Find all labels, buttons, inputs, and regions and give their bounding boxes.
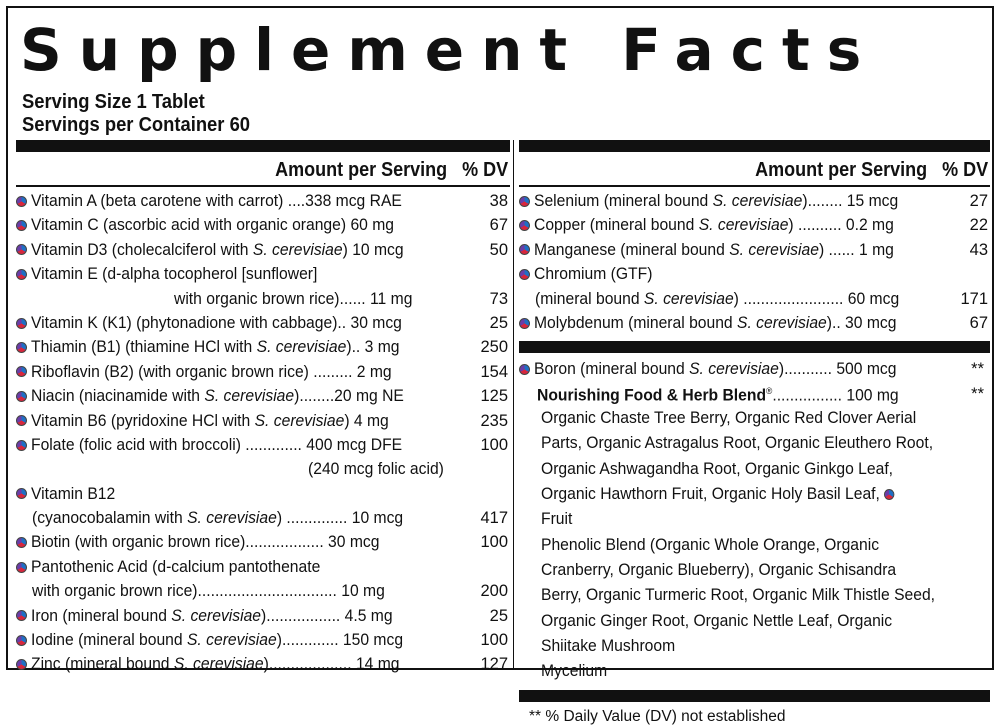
nutrient-text: Iron (mineral bound S. cerevisiae)................. 4.5 mg xyxy=(31,606,393,625)
nutrient-dv: 73 xyxy=(489,289,508,308)
nutrient-dv: 67 xyxy=(969,313,988,332)
nutrient-dv: 25 xyxy=(489,606,508,625)
left-nutrient-list xyxy=(16,189,510,677)
nutrient-dv: 43 xyxy=(969,240,988,259)
nutrient-row xyxy=(16,384,510,408)
nutrient-dv: 100 xyxy=(480,533,508,552)
whole-food-dot-icon xyxy=(519,318,530,329)
footnote: ** % Daily Value (DV) not established xyxy=(529,708,786,726)
blend-line: Organic Ashwagandha Root, Organic Ginkgo Leaf, xyxy=(541,459,894,478)
whole-food-dot-icon xyxy=(16,610,27,621)
whole-food-dot-icon xyxy=(519,269,530,280)
nutrient-dv: 100 xyxy=(480,631,508,650)
nutrient-dv: 100 xyxy=(480,435,508,454)
blend-dv: ** xyxy=(971,384,984,403)
blend-line: Parts, Organic Astragalus Root, Organic Eleuthero Root, xyxy=(541,434,934,453)
amount-per-serving-label: Amount per Serving xyxy=(274,159,447,181)
right-column xyxy=(519,140,990,726)
nutrient-row xyxy=(16,189,510,213)
nutrient-text: Copper (mineral bound S. cerevisiae) .......... 0.2 mg xyxy=(534,216,894,235)
nutrient-text: Boron (mineral bound S. cerevisiae)........... 500 mcg xyxy=(534,360,897,379)
right-nutrient-list xyxy=(519,189,990,335)
nutrient-dv: ** xyxy=(971,360,984,379)
whole-food-dot-icon xyxy=(519,364,530,375)
whole-food-dot-icon xyxy=(884,489,894,500)
nutrient-dv: 154 xyxy=(480,362,508,381)
nutrient-text: Chromium (GTF) xyxy=(534,265,653,284)
nutrient-text: Vitamin B12 xyxy=(31,484,116,503)
nutrient-text: Vitamin E (d-alpha tocopherol [sunflower] xyxy=(31,265,318,284)
whole-food-dot-icon xyxy=(16,196,27,207)
nutrient-dv: 22 xyxy=(969,216,988,235)
whole-food-dot-icon xyxy=(16,318,27,329)
nutrient-text: Vitamin A (beta carotene with carrot) ....338 mcg RAE xyxy=(31,192,402,210)
whole-food-dot-icon xyxy=(16,366,27,377)
nutrient-row xyxy=(16,457,510,481)
header-rule xyxy=(519,185,990,187)
whole-food-dot-icon xyxy=(16,391,27,402)
nutrient-dv: 67 xyxy=(489,216,508,235)
nutrient-dv: 235 xyxy=(480,411,508,430)
nutrient-row xyxy=(16,409,510,433)
whole-food-dot-icon xyxy=(16,537,27,548)
blend-line: Shiitake Mushroom Mycelium xyxy=(541,636,676,681)
nutrient-dv: 250 xyxy=(480,338,508,357)
nutrient-row xyxy=(16,360,510,384)
header-rule xyxy=(16,185,510,187)
boron-row xyxy=(519,357,990,381)
blend-heading xyxy=(537,379,899,408)
nutrient-row xyxy=(519,189,990,213)
header-bar xyxy=(16,140,510,152)
nutrient-text: (240 mcg folic acid) xyxy=(308,460,444,479)
whole-food-dot-icon xyxy=(16,220,27,231)
nutrient-dv: 127 xyxy=(480,655,508,674)
blend-row xyxy=(519,382,990,406)
blend-line: Berry, Organic Turmeric Root, Organic Milk Thistle Seed, xyxy=(541,586,936,605)
whole-food-dot-icon xyxy=(16,635,27,646)
nutrient-dv: 200 xyxy=(480,582,508,601)
nutrient-dv: 417 xyxy=(480,509,508,528)
whole-food-dot-icon xyxy=(16,440,27,451)
nutrient-row xyxy=(16,555,510,579)
nutrient-row xyxy=(16,530,510,554)
whole-food-dot-icon xyxy=(16,244,27,255)
amount-per-serving-label: Amount per Serving xyxy=(754,159,927,181)
nutrient-row xyxy=(16,213,510,237)
section-bar xyxy=(519,690,990,702)
nutrient-text: Folate (folic acid with broccoli) ............. 400 mcg DFE xyxy=(31,435,403,454)
blend-line: Cranberry, Organic Blueberry), Organic Schisandra xyxy=(541,560,897,579)
nutrient-row xyxy=(519,287,990,311)
dv-label: % DV xyxy=(461,159,508,181)
nutrient-row xyxy=(16,433,510,457)
nutrient-text: Niacin (niacinamide with S. cerevisiae)........20 mg NE xyxy=(31,387,404,406)
column-divider xyxy=(513,140,514,670)
serving-size: Serving Size 1 Tablet xyxy=(22,91,205,113)
nutrient-text: Thiamin (B1) (thiamine HCl with S. cerevisiae).. 3 mg xyxy=(31,338,400,357)
whole-food-dot-icon xyxy=(16,659,27,670)
panel-title: Supplement Facts xyxy=(20,16,879,84)
nutrient-row xyxy=(16,579,510,603)
nutrient-row xyxy=(16,506,510,530)
whole-food-dot-icon xyxy=(16,269,27,280)
blend-mark: ® xyxy=(766,386,773,397)
nutrient-row xyxy=(16,311,510,335)
dv-label: % DV xyxy=(941,159,988,181)
nutrient-text: Vitamin K (K1) (phytonadione with cabbage).. 30 mcg xyxy=(31,313,402,332)
nutrient-row xyxy=(519,311,990,335)
nutrient-text: Vitamin D3 (cholecalciferol with S. cerevisiae) 10 mcg xyxy=(31,240,404,259)
whole-food-dot-icon xyxy=(16,488,27,499)
supplement-facts-panel xyxy=(6,6,994,726)
nutrient-text: Iodine (mineral bound S. cerevisiae)............. 150 mcg xyxy=(31,631,404,650)
whole-food-dot-icon xyxy=(519,196,530,207)
nutrient-text: Molybdenum (mineral bound S. cerevisiae).. 30 mcg xyxy=(534,313,897,332)
blend-name: Nourishing Food & Herb Blend xyxy=(537,386,767,405)
nutrient-text: with organic brown rice)...... 11 mg xyxy=(174,289,413,308)
blend-amount: ................ 100 mg xyxy=(772,386,899,405)
nutrient-row xyxy=(16,652,510,676)
header-bar xyxy=(519,140,990,152)
nutrient-text: Vitamin C (ascorbic acid with organic orange) 60 mg xyxy=(31,216,395,235)
nutrient-text: Zinc (mineral bound S. cerevisiae)................... 14 mg xyxy=(31,655,400,674)
nutrient-row xyxy=(16,604,510,628)
nutrient-row xyxy=(16,482,510,506)
nutrient-dv: 25 xyxy=(489,313,508,332)
nutrient-row xyxy=(519,238,990,262)
nutrient-row xyxy=(16,262,510,286)
nutrient-row xyxy=(16,335,510,359)
whole-food-dot-icon xyxy=(519,220,530,231)
nutrient-text: (mineral bound S. cerevisiae) ....................... 60 mcg xyxy=(535,289,900,308)
blend-line: Organic Ginger Root, Organic Nettle Leaf, Organic xyxy=(541,611,893,630)
whole-food-dot-icon xyxy=(16,562,27,573)
left-column xyxy=(16,140,510,677)
nutrient-dv: 171 xyxy=(960,289,988,308)
whole-food-dot-icon xyxy=(16,415,27,426)
left-header xyxy=(16,152,510,182)
blend-line: Organic Chaste Tree Berry, Organic Red Clover Aerial xyxy=(541,409,917,428)
right-header xyxy=(519,152,990,182)
nutrient-text: Riboflavin (B2) (with organic brown rice) ......... 2 mg xyxy=(31,362,392,381)
blend-fruit-word: Fruit xyxy=(541,510,573,529)
nutrient-text: Vitamin B6 (pyridoxine HCl with S. cerevisiae) 4 mg xyxy=(31,411,389,430)
nutrient-text: Biotin (with organic brown rice).................. 30 mcg xyxy=(31,533,380,552)
blend-line: Organic Hawthorn Fruit, Organic Holy Basil Leaf, Fruit xyxy=(541,482,988,533)
nutrient-row xyxy=(519,262,990,286)
nutrient-dv: 50 xyxy=(489,240,508,259)
whole-food-dot-icon xyxy=(16,342,27,353)
servings-per-container: Servings per Container 60 xyxy=(22,114,251,136)
nutrient-row xyxy=(16,628,510,652)
blend-ingredients xyxy=(519,406,990,684)
nutrient-text: (cyanocobalamin with S. cerevisiae) .............. 10 mcg xyxy=(32,509,404,528)
nutrient-row xyxy=(16,238,510,262)
nutrient-dv: 27 xyxy=(969,192,988,210)
nutrient-text: Selenium (mineral bound S. cerevisiae)........ 15 mcg xyxy=(534,192,899,210)
section-bar xyxy=(519,341,990,353)
nutrient-text: with organic brown rice)................................ 10 mg xyxy=(32,582,385,601)
nutrient-row xyxy=(16,287,510,311)
nutrient-text: Manganese (mineral bound S. cerevisiae) ...... 1 mg xyxy=(534,240,894,259)
nutrient-row xyxy=(519,213,990,237)
nutrient-text: Pantothenic Acid (d-calcium pantothenate xyxy=(31,557,321,576)
blend-line: Phenolic Blend (Organic Whole Orange, Organic xyxy=(541,535,880,554)
nutrient-dv: 38 xyxy=(489,192,508,210)
nutrient-dv: 125 xyxy=(480,387,508,406)
whole-food-dot-icon xyxy=(519,244,530,255)
